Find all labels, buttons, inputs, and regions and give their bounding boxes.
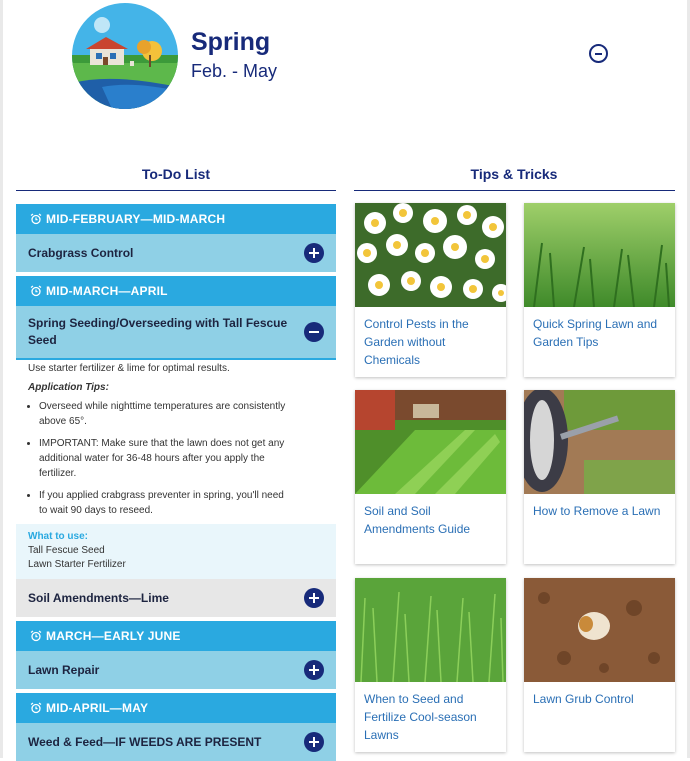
tip-card[interactable]	[524, 390, 675, 564]
task-weed-and-feed[interactable]	[16, 723, 336, 761]
tip-card[interactable]	[355, 203, 506, 377]
season-title: Spring	[191, 28, 271, 56]
period-header	[16, 621, 336, 651]
spring-house-illustration	[72, 3, 178, 109]
tip-card-title[interactable]: When to Seed and Fertilize Cool-season Lawns	[364, 692, 477, 742]
task-spring-seeding[interactable]	[16, 306, 336, 358]
tips-title-rule	[354, 190, 675, 191]
tip-card[interactable]	[355, 578, 506, 752]
task-label: Spring Seeding/Overseeding with Tall Fescue Seed	[28, 316, 288, 347]
tip-card-title[interactable]: Control Pests in the Garden without Chemicals	[364, 317, 469, 367]
alarm-clock-icon	[30, 285, 42, 297]
task-details	[16, 358, 336, 524]
period-header	[16, 204, 336, 234]
cool-season-grass-image	[355, 578, 506, 682]
alarm-clock-icon	[30, 630, 42, 642]
tip-card-title[interactable]: Quick Spring Lawn and Garden Tips	[533, 317, 658, 349]
application-tip: • IMPORTANT: Make sure that the lawn does not get any additional water for 36-48 hours after you apply the fertilizer.	[39, 436, 289, 481]
daisies-image	[355, 203, 506, 307]
period-label: MID-FEBRUARY—MID-MARCH	[46, 212, 226, 226]
todo-list	[16, 204, 336, 761]
lawn-removal-tool-image	[524, 390, 675, 494]
tip-card-title[interactable]: Soil and Soil Amendments Guide	[364, 504, 471, 536]
todo-list-title: To-Do List	[141, 166, 211, 182]
tip-card[interactable]	[524, 578, 675, 752]
task-label: Crabgrass Control	[28, 245, 134, 260]
expand-plus-icon[interactable]	[304, 243, 324, 263]
task-crabgrass-control[interactable]	[16, 234, 336, 272]
todo-title-rule	[16, 190, 336, 191]
what-to-use-box	[16, 524, 336, 579]
period-header	[16, 276, 336, 306]
grass-closeup-image	[524, 203, 675, 307]
tip-card-title[interactable]: How to Remove a Lawn	[533, 504, 661, 518]
lawn-grub-image	[524, 578, 675, 682]
season-header	[0, 0, 690, 150]
period-header	[16, 693, 336, 723]
application-tip: • Overseed while nighttime temperatures are consistently above 65°.	[39, 399, 289, 429]
product-item[interactable]: Tall Fescue Seed	[28, 545, 105, 556]
task-soil-amendments[interactable]	[16, 579, 336, 617]
tip-card[interactable]	[524, 203, 675, 377]
alarm-clock-icon	[30, 702, 42, 714]
application-tips-heading: Application Tips:	[28, 382, 109, 393]
period-label: MID-APRIL—MAY	[46, 701, 149, 715]
expand-plus-icon[interactable]	[304, 660, 324, 680]
application-tip: • If you applied crabgrass preventer in spring, you'll need to wait 90 days to reseed.	[39, 488, 289, 518]
tips-tricks-title: Tips & Tricks	[470, 166, 558, 182]
expand-plus-icon[interactable]	[304, 732, 324, 752]
collapse-season-icon[interactable]	[589, 44, 608, 63]
expand-plus-icon[interactable]	[304, 588, 324, 608]
season-dates: Feb. - May	[191, 61, 278, 81]
striped-lawn-image	[355, 390, 506, 494]
task-label: Soil Amendments—Lime	[28, 590, 169, 605]
task-intro: Use starter fertilizer & lime for optimal results.	[28, 363, 230, 374]
task-lawn-repair[interactable]	[16, 651, 336, 689]
alarm-clock-icon	[30, 213, 42, 225]
what-to-use-heading: What to use:	[28, 531, 88, 542]
task-label: Lawn Repair	[28, 662, 100, 677]
task-label: Weed & Feed—IF WEEDS ARE PRESENT	[28, 734, 262, 749]
period-label: MID-MARCH—APRIL	[46, 284, 168, 298]
product-item[interactable]: Lawn Starter Fertilizer	[28, 559, 126, 570]
tip-card[interactable]	[355, 390, 506, 564]
tip-card-title[interactable]: Lawn Grub Control	[533, 692, 634, 706]
collapse-minus-icon[interactable]	[304, 322, 324, 342]
period-label: MARCH—EARLY JUNE	[46, 629, 181, 643]
